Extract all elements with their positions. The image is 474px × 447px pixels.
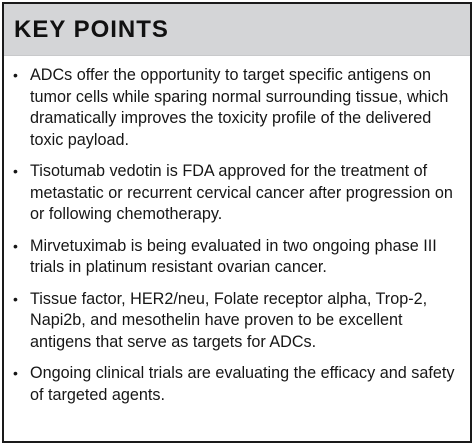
list-item-text: ADCs offer the opportunity to target specific antigens on tumor cells while sparing normal surrounding tissue, which dramatically improves the toxicity profile of the delivered toxic payload.	[30, 66, 449, 149]
key-points-title: KEY POINTS	[14, 15, 169, 43]
list-item	[13, 161, 456, 226]
list-item	[13, 236, 456, 279]
list-item	[13, 65, 456, 151]
list-item-text: Tissue factor, HER2/neu, Folate receptor alpha, Trop-2, Napi2b, and mesothelin have proven to be excellent antigens that serve as targets for ADCs.	[30, 289, 428, 351]
key-points-list	[4, 56, 470, 406]
bullet-icon: •	[13, 290, 18, 307]
list-item-text: Tisotumab vedotin is FDA approved for the treatment of metastatic or recurrent cervical cancer after progression on or following chemotherapy.	[30, 162, 453, 223]
list-item-text: Mirvetuximab is being evaluated in two ongoing phase III trials in platinum resistant ovarian cancer.	[30, 236, 437, 276]
list-item-text: Ongoing clinical trials are evaluating the efficacy and safety of targeted agents.	[30, 364, 455, 404]
list-item	[13, 363, 456, 406]
bullet-icon: •	[13, 365, 18, 381]
list-item	[13, 289, 456, 354]
key-points-box	[2, 2, 472, 443]
key-points-header	[4, 4, 470, 56]
bullet-icon: •	[13, 237, 18, 254]
bullet-icon: •	[13, 67, 18, 83]
bullet-icon: •	[13, 163, 18, 179]
